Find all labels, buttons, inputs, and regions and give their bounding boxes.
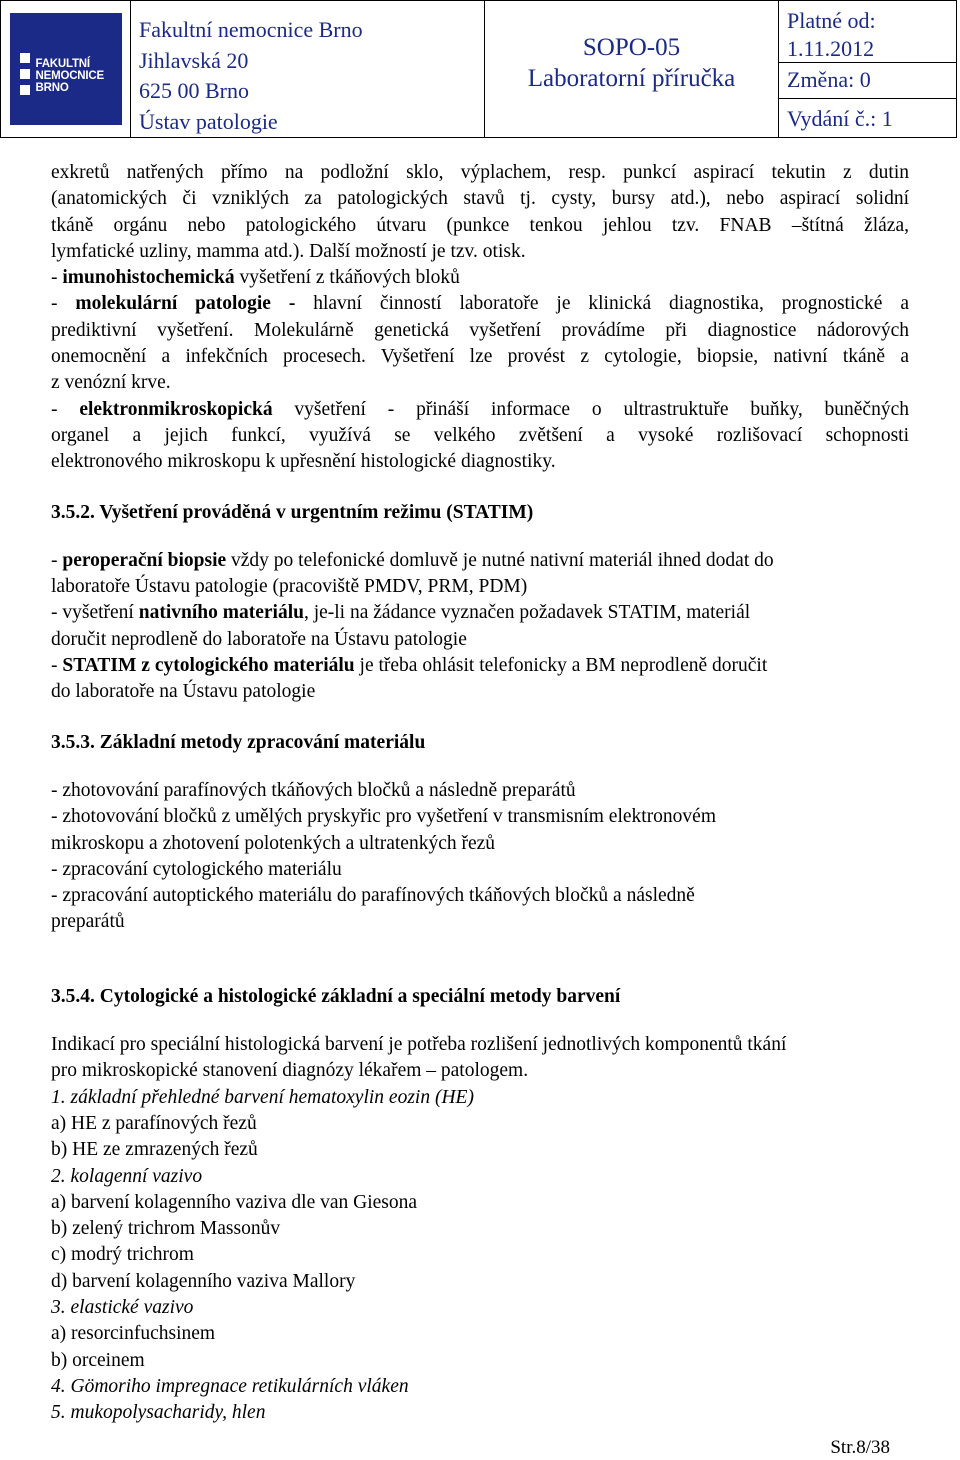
- term-nativni-material: nativního materiálu: [138, 602, 304, 624]
- doc-code: SOPO-05: [582, 34, 681, 61]
- list-item: b) HE ze zmrazených řezů: [51, 1139, 258, 1161]
- text-line: (anatomických či vzniklých za patologických stavů tj. cysty, bursy atd.), nebo aspirací solidní: [51, 188, 909, 210]
- page-number: Str.8/38: [830, 1437, 890, 1458]
- organization-cell: [131, 1, 485, 137]
- text-line: - molekulární patologie - hlavní činností laboratoře je klinická diagnostika, prognostické a: [51, 293, 909, 315]
- list-item: 5. mukopolysacharidy, hlen: [51, 1402, 266, 1424]
- list-item: 2. kolagenní vazivo: [51, 1165, 203, 1187]
- list-item: - zhotovování bločků z umělých pryskyřic pro vyšetření v transmisním elektronovém: [51, 806, 717, 828]
- list-item: preparátů: [51, 911, 125, 933]
- list-item: mikroskopu a zhotovení polotenkých a ultratenkých řezů: [51, 832, 496, 854]
- list-item: 1. základní přehledné barvení hematoxylin eozin (HE): [51, 1086, 474, 1108]
- change-number: Změna: 0: [779, 63, 956, 99]
- list-item: a) barvení kolagenního vaziva dle van Giesona: [51, 1191, 418, 1213]
- logo-line-3: BRNO: [35, 82, 69, 94]
- term-statim-cytologie: STATIM z cytologického materiálu: [62, 655, 355, 677]
- term-imunohistochemicka: imunohistochemická: [62, 267, 235, 289]
- logo-cell: [1, 1, 131, 137]
- list-item: - zpracování cytologického materiálu: [51, 858, 342, 880]
- text-line: lymfatické uzliny, mamma atd.). Další možností je tzv. otisk.: [51, 240, 526, 262]
- org-department: Ústav patologie: [139, 108, 278, 134]
- list-item: a) resorcinfuchsinem: [51, 1323, 216, 1345]
- term-elektronmikroskopicka: elektronmikroskopická: [79, 398, 273, 420]
- list-item: d) barvení kolagenního vaziva Mallory: [51, 1270, 356, 1292]
- text-line: exkretů natřených přímo na podložní sklo, výplachem, resp. punkcí aspirací tekutin z dutin: [51, 162, 909, 183]
- text-line: Indikací pro speciální histologická barvení je potřeba rozlišení jednotlivých komponentů tkání: [51, 1034, 787, 1056]
- org-street: Jihlavská 20: [139, 47, 249, 73]
- text-line: - imunohistochemická vyšetření z tkáňových bloků: [51, 267, 460, 289]
- list-item: 3. elastické vazivo: [51, 1296, 194, 1318]
- text-line: tkáně orgánu nebo patologického útvaru (punkce tenkou jehlou tzv. FNAB –štítná žláza,: [51, 214, 909, 236]
- valid-from-date: 1.11.2012: [787, 36, 875, 61]
- logo-line-2: NEMOCNICE: [35, 70, 104, 82]
- list-item: b) zelený trichrom Massonův: [51, 1218, 281, 1240]
- list-item: - zhotovování parafínových tkáňových bločků a následně preparátů: [51, 779, 576, 801]
- text-line: z venózní krve.: [51, 372, 171, 394]
- list-item: 4. Gömoriho impregnace retikulárních vláken: [51, 1375, 409, 1397]
- section-heading-3-5-3: 3.5.3. Základní metody zpracování materiálu: [51, 731, 426, 753]
- doc-id-cell: [485, 1, 779, 137]
- text-line: doručit neprodleně do laboratoře na Ústavu patologie: [51, 628, 467, 650]
- list-item: c) modrý trichrom: [51, 1244, 194, 1266]
- term-peroperacni-biopsie: peroperační biopsie: [62, 549, 227, 571]
- doc-meta-cell: [779, 1, 956, 137]
- text-line: organel a jejich funkcí, využívá se velkého zvětšení a vysoké rozlišovací schopnosti: [51, 424, 909, 446]
- text-line: - STATIM z cytologického materiálu je třeba ohlásit telefonicky a BM neprodleně doručit: [51, 655, 768, 677]
- text-line: pro mikroskopické stanovení diagnózy lékařem – patologem.: [51, 1060, 529, 1082]
- list-item: a) HE z parafínových řezů: [51, 1112, 257, 1134]
- text-line: onemocnění a infekčních procesech. Vyšetření lze provést z cytologie, biopsie, nativní tkáně a: [51, 346, 909, 368]
- doc-title: Laboratorní příručka: [527, 65, 736, 92]
- valid-from: [779, 1, 956, 63]
- list-item: - zpracování autoptického materiálu do parafínových tkáňových bločků a následně: [51, 885, 695, 907]
- text-line: do laboratoře na Ústavu patologie: [51, 681, 316, 703]
- document-body: [51, 160, 909, 1426]
- list-item: b) orceinem: [51, 1349, 145, 1371]
- text-line: - elektronmikroskopická vyšetření - přináší informace o ultrastruktuře buňky, buněčných: [51, 398, 909, 420]
- document-header: [0, 0, 957, 138]
- valid-from-label: Platné od:: [787, 8, 876, 33]
- org-name: Fakultní nemocnice Brno: [139, 17, 363, 42]
- text-line: elektronového mikroskopu k upřesnění histologické diagnostiky.: [51, 451, 556, 473]
- section-heading-3-5-4: 3.5.4. Cytologické a histologické základní a speciální metody barvení: [51, 985, 621, 1007]
- hospital-logo: [10, 13, 122, 125]
- text-line: prediktivní vyšetření. Molekulárně genetická vyšetření provádíme při diagnostice nádorových: [51, 319, 909, 341]
- text-line: - peroperační biopsie vždy po telefonické domluvě je nutné nativní materiál ihned dodat do: [51, 549, 774, 571]
- text-line: - vyšetření nativního materiálu, je-li na žádance vyznačen požadavek STATIM, materiál: [51, 602, 751, 624]
- edition-number: Vydání č.: 1: [787, 106, 893, 131]
- term-molekularni-patologie: molekulární patologie -: [75, 293, 296, 315]
- section-heading-3-5-2: 3.5.2. Vyšetření prováděná v urgentním režimu (STATIM): [51, 501, 534, 523]
- text-line: laboratoře Ústavu patologie (pracoviště PMDV, PRM, PDM): [51, 576, 528, 598]
- logo-line-1: FAKULTNÍ: [35, 58, 90, 70]
- org-city: 625 00 Brno: [139, 78, 249, 103]
